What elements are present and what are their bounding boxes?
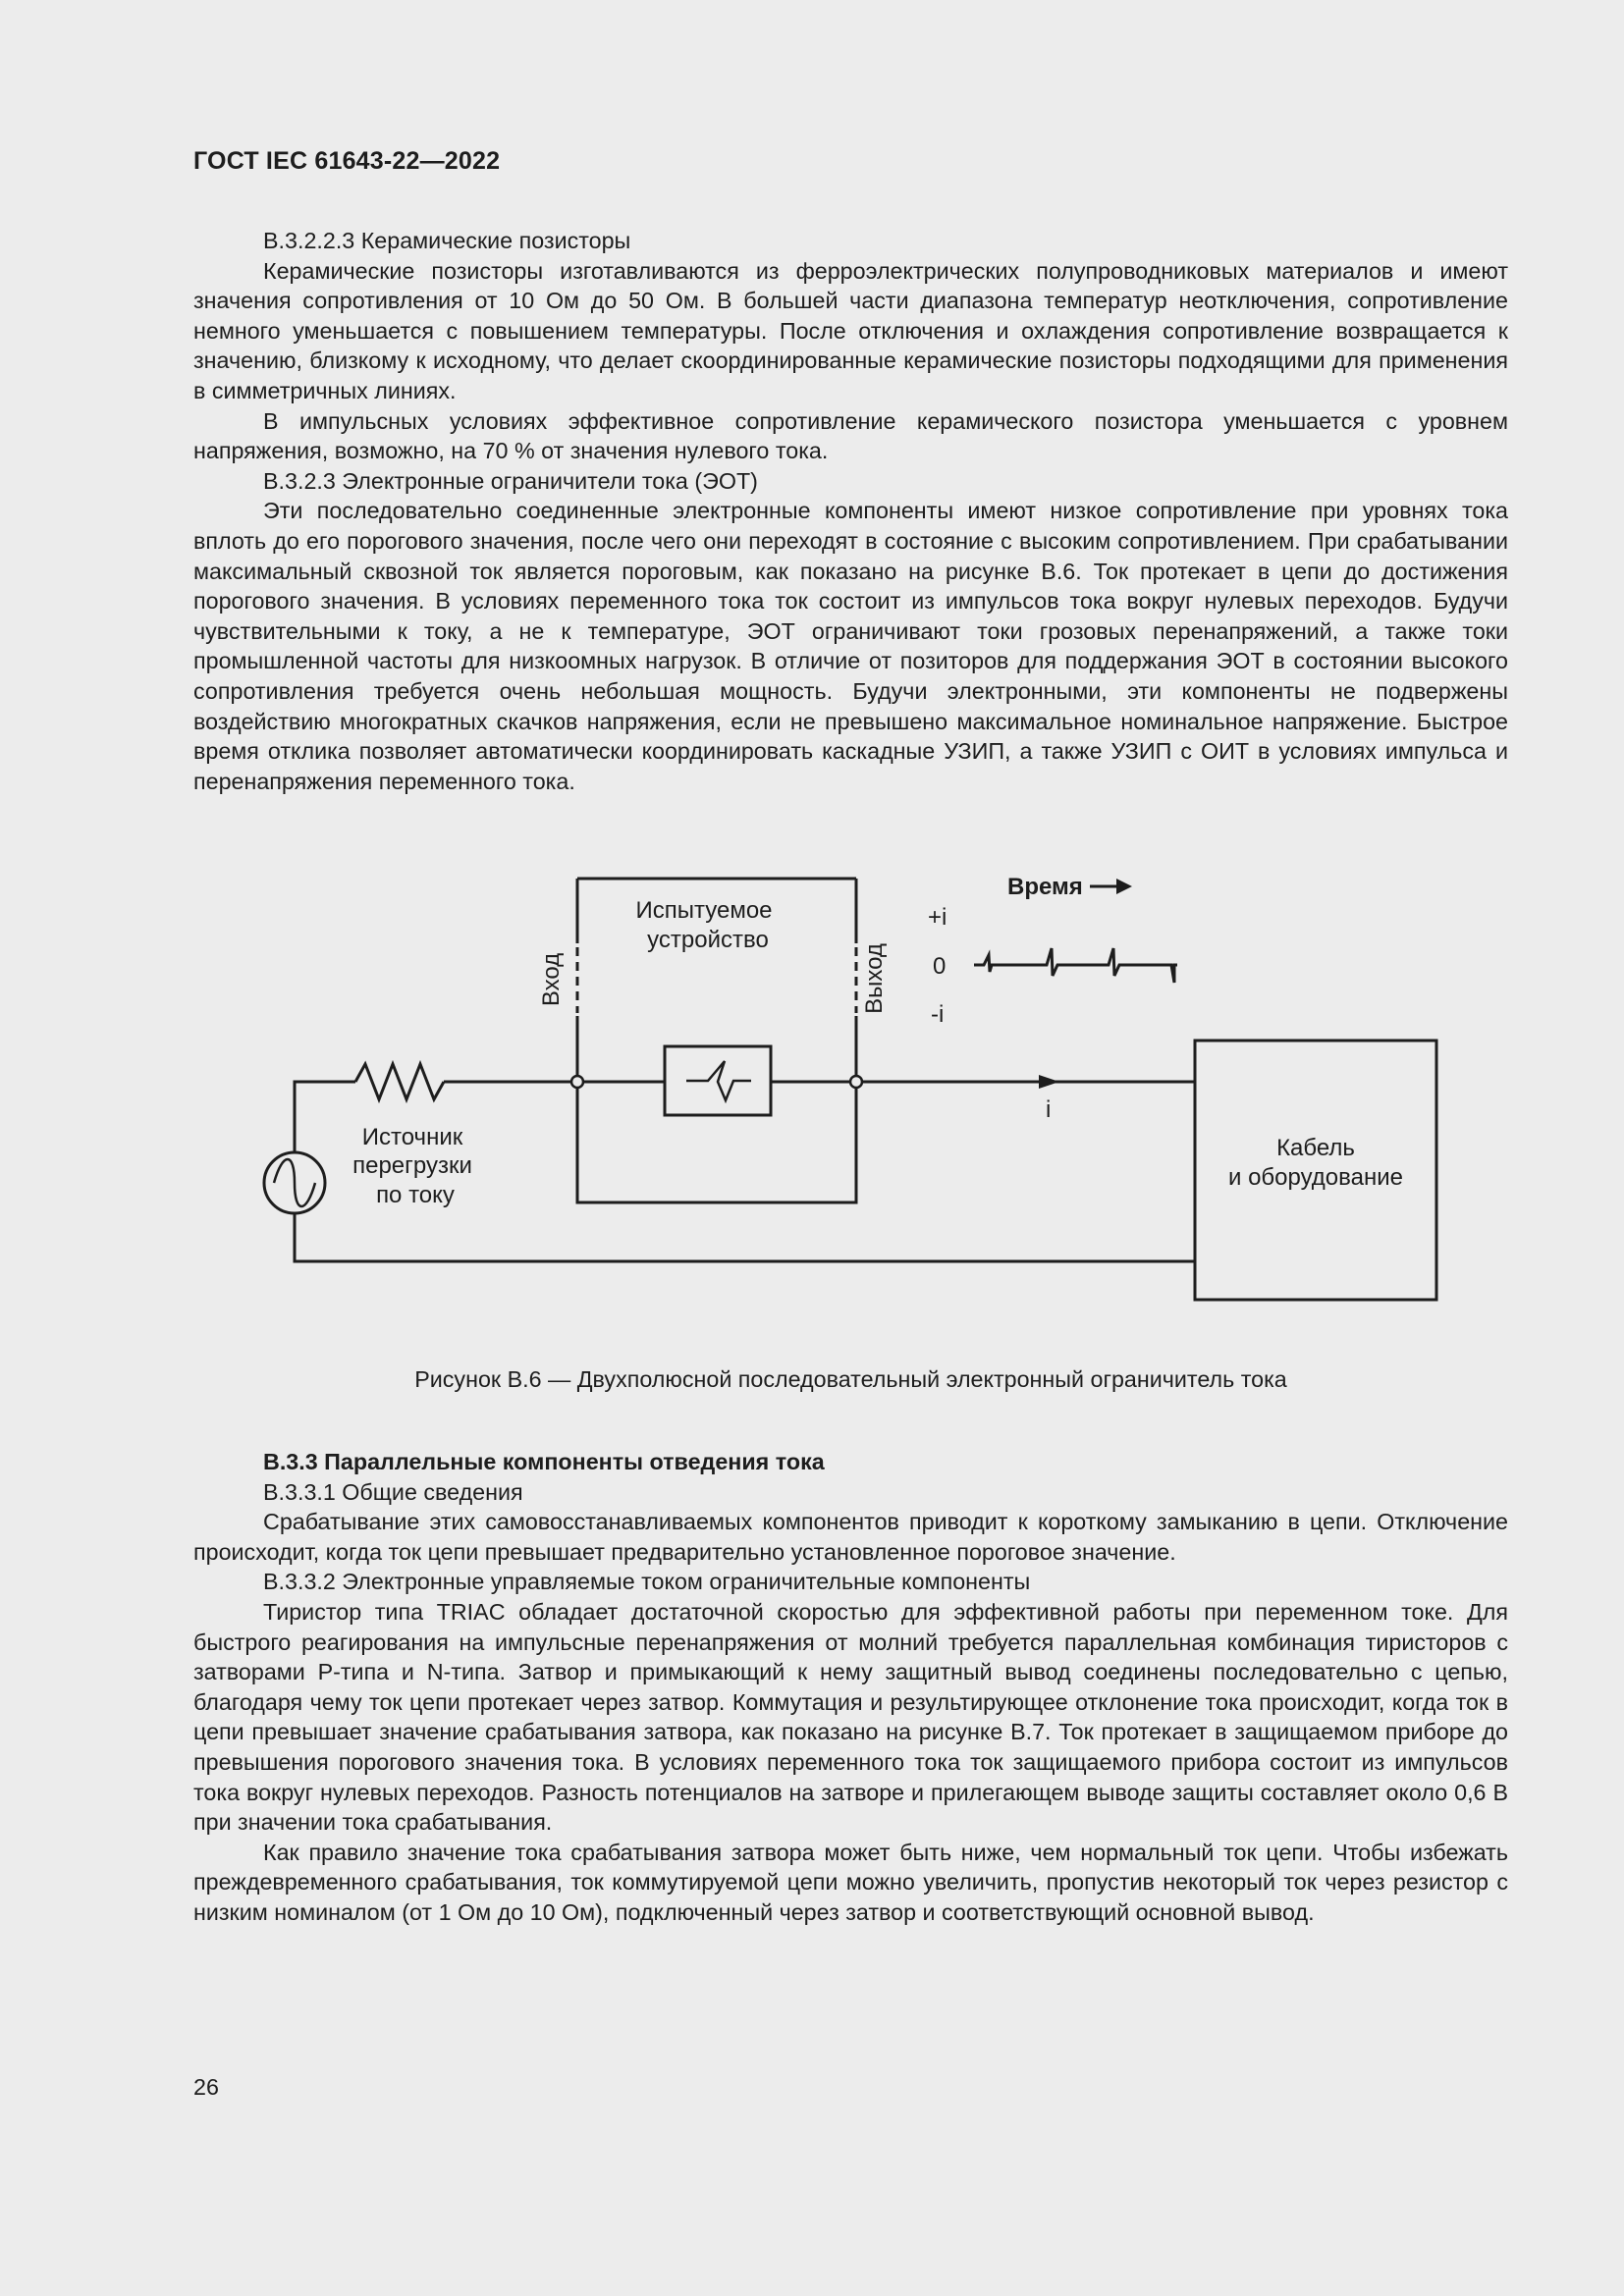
paragraph: Срабатывание этих самовосстанавливаемых компонентов приводит к короткому замыканию в цепи. Отключение происходит, когда ток цепи превышает предварительно установленное пороговое значение. — [193, 1509, 1508, 1565]
subsection-heading: В.3.3.2 Электронные управляемые током ограничительные компоненты — [263, 1569, 1031, 1595]
paragraph: В импульсных условиях эффективное сопротивление керамического позистора уменьшается с уровнем напряжения, возможно, на 70 % от значения нулевого тока. — [193, 407, 1508, 464]
source-label-line1: Источник — [361, 1124, 463, 1150]
output-label: Выход — [861, 943, 888, 1014]
subsection-heading: В.3.2.2.3 Керамические позисторы — [263, 228, 631, 253]
document-header: ГОСТ IEC 61643-22—2022 — [193, 147, 501, 175]
zero-label: 0 — [933, 953, 947, 980]
time-label: Время — [1007, 874, 1083, 900]
source-label-line2: перегрузки — [352, 1152, 472, 1179]
dut-label-line1: Испытуемое — [635, 897, 773, 924]
paragraph: Тиристор типа TRIAC обладает достаточной скоростью для эффективной работы при переменном токе. Для быстрого реагирования на импульсные перенапряжения от молний требуется параллельная комбинация тиристоров с затворами Р-типа и N-типа. Затвор и примыкающий к нему защитный вывод соединены последовательно с цепью, благодаря чему ток цепи протекает через затвор. Коммутация и результирующее отклонение тока происходит, когда ток в цепи превышает значение срабатывания затвора, как показано на рисунке В.7. Ток протекает в защищаемом приборе до превышения порогового значения тока. В условиях переменного тока ток защищаемого прибора состоит из импульсов тока вокруг нулевых переходов. Разность потенциалов на затворе и прилегающем выводе защиты составляет около 0,6 В при значении тока срабатывания. — [193, 1598, 1508, 1836]
wire-left-bottom — [295, 1214, 1194, 1261]
paragraph: Как правило значение тока срабатывания затвора может быть ниже, чем нормальный ток цепи. Чтобы избежать преждевременного срабатывания, ток коммутируемой цепи можно увеличить, пропустив некоторый ток через резистор с низким номиналом (от 1 Ом до 10 Ом), подключенный через затвор и соответствующий основной вывод. — [193, 1839, 1508, 1925]
dut-bypass-left — [577, 1088, 856, 1202]
section-ceramic-ptc-and-eot — [193, 226, 1508, 796]
figure-b6-circuit-diagram — [245, 839, 1463, 1340]
plus-i-label: +i — [928, 904, 947, 931]
minus-i-label: -i — [931, 1001, 945, 1028]
section-heading: В.3.3 Параллельные компоненты отведения тока — [263, 1449, 825, 1474]
page-number: 26 — [193, 2074, 219, 2100]
subsection-heading: В.3.2.3 Электронные ограничители тока (ЭОТ) — [263, 467, 758, 494]
paragraph: Керамические позисторы изготавливаются из ферроэлектрических полупроводниковых материалов и имеют значения сопротивления от 10 Ом до 50 Ом. В большей части диапазона температур неотключения, сопротивление немного уменьшается с повышением температуры. После отключения и охлаждения сопротивление возвращается к значению, близкому к исходному, что делает скоординированные керамические позисторы подходящими для применения в симметричных линиях. — [193, 257, 1508, 403]
wire-left-top — [295, 1082, 355, 1151]
load-label-line2: и оборудование — [1228, 1164, 1403, 1191]
output-terminal — [850, 1076, 862, 1088]
subsection-heading: В.3.3.1 Общие сведения — [263, 1478, 523, 1505]
paragraph: Эти последовательно соединенные электронные компоненты имеют низкое сопротивление при уровнях тока вплоть до его порогового значения, после чего они переходят в состояние с высоким сопротивлением. При срабатывании максимальный сквозной ток является пороговым, как показано на рисунке В.6. Ток протекает в цепи до достижения порогового значения. В условиях переменного тока ток состоит из импульсов тока вокруг нулевых переходов. Будучи чувствительными к току, а не к температуре, ЭОТ ограничивают токи грозовых перенапряжений, а также токи промышленной частоты для низкоомных нагрузок. В отличие от позиторов для поддержания ЭОТ в состоянии высокого сопротивления требуется очень небольшая мощность. Будучи электронными, эти компоненты не подвержены воздействию многократных скачков напряжения, если не превышено максимальное номинальное напряжение. Быстрое время отклика позволяет автоматически координировать каскадные УЗИП, а также УЗИП с ОИТ в условиях импульса и перенапряжения переменного тока. — [193, 498, 1508, 794]
current-direction-arrow — [1039, 1075, 1059, 1089]
eot-element-symbol — [686, 1061, 751, 1100]
dut-label-line2: устройство — [647, 927, 769, 953]
section-parallel-components — [193, 1447, 1508, 1928]
time-arrowhead — [1116, 879, 1132, 894]
input-terminal — [571, 1076, 583, 1088]
input-label: Вход — [538, 952, 565, 1007]
source-label-line3: по току — [376, 1182, 455, 1208]
resistor-zigzag — [355, 1064, 444, 1099]
figure-caption: Рисунок В.6 — Двухполюсной последовательный электронный ограничитель тока — [414, 1366, 1287, 1392]
current-label: i — [1046, 1096, 1052, 1123]
current-waveform — [974, 948, 1177, 983]
load-label-line1: Кабель — [1276, 1135, 1355, 1161]
